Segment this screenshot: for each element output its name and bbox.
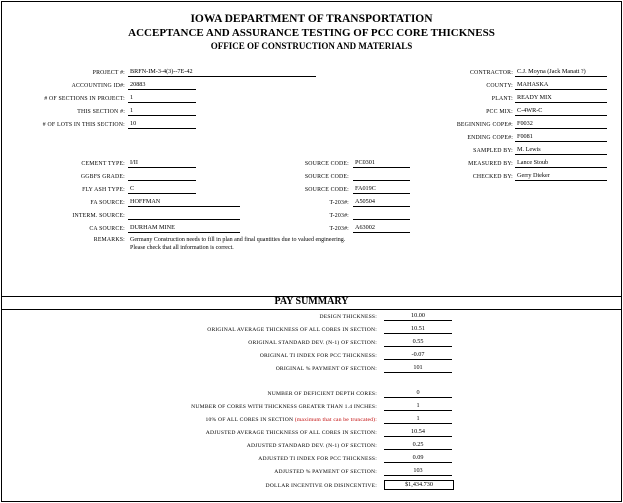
dollar-incentive-value[interactable]: $1,434.730 — [384, 480, 454, 490]
project-value[interactable]: BRFN-IM-3-4(3)--7E-42 — [128, 68, 316, 77]
adj-payment-label: ADJUSTED % PAYMENT OF SECTION: — [274, 469, 377, 475]
checked-by-value[interactable]: Gerry Dieker — [515, 172, 607, 181]
cement-source-code-label: SOURCE CODE: — [304, 161, 349, 167]
pcc-mix-label: PCC MIX: — [486, 109, 513, 115]
fly-ash-type-value[interactable]: C — [128, 185, 196, 194]
lots-in-section-label: # OF LOTS IN THIS SECTION: — [42, 122, 125, 128]
beginning-core-label: BEGINNING COPE#: — [456, 122, 513, 128]
thick-cores-label: NUMBER OF CORES WITH THICKNESS GREATER THAN 1.4 INCHES: — [191, 404, 377, 410]
ggbfs-grade-value[interactable] — [128, 172, 196, 181]
measured-by-label: MEASURED BY: — [468, 161, 513, 167]
orig-std-dev-value[interactable]: 0.55 — [384, 338, 452, 347]
interm-source-value[interactable] — [128, 211, 240, 220]
interm-source-label: INTERM. SOURCE: — [72, 213, 125, 219]
fa-t203-label: T-203#: — [329, 200, 349, 206]
sections-in-project-label: # OF SECTIONS IN PROJECT: — [44, 96, 125, 102]
accounting-id-label: ACCOUNTING ID#: — [71, 83, 125, 89]
ten-percent-cores-value[interactable]: 1 — [384, 415, 452, 424]
adj-std-dev-value[interactable]: 0.25 — [384, 441, 452, 450]
orig-payment-value[interactable]: 101 — [384, 364, 452, 373]
adj-ti-index-value[interactable]: 0.09 — [384, 454, 452, 463]
design-thickness-label: DESIGN THICKNESS: — [319, 314, 377, 320]
fa-source-label: FA SOURCE: — [90, 200, 125, 206]
design-thickness-value[interactable]: 10.00 — [384, 312, 452, 321]
plant-label: PLANT: — [491, 96, 513, 102]
remarks-label: REMARKS: — [93, 237, 125, 243]
pcc-mix-value[interactable]: C-4WR-C — [515, 107, 607, 116]
adj-ti-index-label: ADJUSTED TI INDEX FOR PCC THICKNESS: — [258, 456, 377, 462]
fa-t203-value[interactable]: A50504 — [353, 198, 410, 207]
page-title: IOWA DEPARTMENT OF TRANSPORTATION — [190, 13, 433, 25]
lots-in-section-value[interactable]: 10 — [128, 120, 196, 129]
project-label: PROJECT #: — [92, 70, 125, 76]
accounting-id-value[interactable]: 20883 — [128, 81, 196, 90]
fly-ash-source-code-label: SOURCE CODE: — [304, 187, 349, 193]
orig-avg-thickness-label: ORIGINAL AVERAGE THICKNESS OF ALL CORES IN SECTION: — [207, 327, 377, 333]
ggbfs-source-code-label: SOURCE CODE: — [304, 174, 349, 180]
measured-by-value[interactable]: Lance Stoub — [515, 159, 607, 168]
adj-std-dev-label: ADJUSTED STANDARD DEV. (N-1) OF SECTION: — [246, 443, 377, 449]
adj-avg-thickness-value[interactable]: 10.54 — [384, 428, 452, 437]
deficient-cores-label: NUMBER OF DEFICIENT DEPTH CORES: — [267, 391, 377, 397]
county-value[interactable]: MAHASKA — [515, 81, 607, 90]
beginning-core-value[interactable]: F0032 — [515, 120, 607, 129]
fly-ash-source-code-value[interactable]: FA019C — [353, 185, 410, 194]
deficient-cores-value[interactable]: 0 — [384, 389, 452, 398]
fly-ash-type-label: FLY ASH TYPE: — [82, 187, 125, 193]
ten-percent-cores-label — [206, 417, 378, 423]
this-section-label: THIS SECTION #: — [77, 109, 125, 115]
orig-ti-index-value[interactable]: -0.07 — [384, 351, 452, 360]
sampled-by-value[interactable]: M. Lewis — [515, 146, 607, 155]
contractor-label: CONTRACTOR: — [470, 70, 513, 76]
orig-std-dev-label: ORIGINAL STANDARD DEV. (N-1) OF SECTION: — [248, 340, 377, 346]
county-label: COUNTY: — [486, 83, 513, 89]
checked-by-label: CHECKED BY: — [472, 174, 513, 180]
dollar-incentive-label: DOLLAR INCENTIVE OR DISINCENTIVE: — [265, 483, 377, 489]
ca-source-label: CA SOURCE: — [89, 226, 125, 232]
ca-t203-label: T-203#: — [329, 226, 349, 232]
pay-summary-title: PAY SUMMARY — [274, 296, 349, 307]
ten-percent-cores-label-main: 10% OF ALL CORES IN SECTION — [205, 417, 294, 423]
this-section-value[interactable]: 1 — [128, 107, 196, 116]
office-title: OFFICE OF CONSTRUCTION AND MATERIALS — [210, 41, 413, 51]
fa-source-value[interactable]: HOFFMAN — [128, 198, 240, 207]
ending-core-label: ENDING COPE#: — [467, 135, 513, 141]
remarks-text[interactable]: Germany Construction needs to fill in plan and final quantities due to valued engineering. Please check that all information is correct. — [130, 237, 346, 251]
ten-percent-cores-label-note: (maximum that can be truncated): — [293, 417, 377, 423]
interm-t203-value[interactable] — [353, 211, 410, 220]
orig-payment-label: ORIGINAL % PAYMENT OF SECTION: — [275, 366, 377, 372]
ggbfs-grade-label: GGBFS GRADE: — [80, 174, 125, 180]
cement-source-code-value[interactable]: PC0301 — [353, 159, 410, 168]
ca-t203-value[interactable]: A63002 — [353, 224, 410, 233]
cement-type-label: CEMENT TYPE: — [81, 161, 125, 167]
pay-summary-divider — [1, 309, 621, 310]
ggbfs-source-code-value[interactable] — [353, 172, 410, 181]
sampled-by-label: SAMPLED BY: — [473, 148, 513, 154]
form-subtitle: ACCEPTANCE AND ASSURANCE TESTING OF PCC CORE THICKNESS — [128, 27, 495, 39]
cement-type-value[interactable]: I/II — [128, 159, 196, 168]
adj-avg-thickness-label: ADJUSTED AVERAGE THICKNESS OF ALL CORES IN SECTION: — [205, 430, 377, 436]
sections-in-project-value[interactable]: 1 — [128, 94, 196, 103]
ca-source-value[interactable]: DURHAM MINE — [128, 224, 240, 233]
contractor-value[interactable]: C.J. Moyna (Jack Manatt ?) — [515, 68, 607, 77]
ending-core-value[interactable]: F0081 — [515, 133, 607, 142]
orig-ti-index-label: ORIGINAL TI INDEX FOR PCC THICKNESS: — [259, 353, 377, 359]
plant-value[interactable]: READY MIX — [515, 94, 607, 103]
orig-avg-thickness-value[interactable]: 10.51 — [384, 325, 452, 334]
thick-cores-value[interactable]: 1 — [384, 402, 452, 411]
adj-payment-value[interactable]: 103 — [384, 467, 452, 476]
interm-t203-label: T-203#: — [329, 213, 349, 219]
